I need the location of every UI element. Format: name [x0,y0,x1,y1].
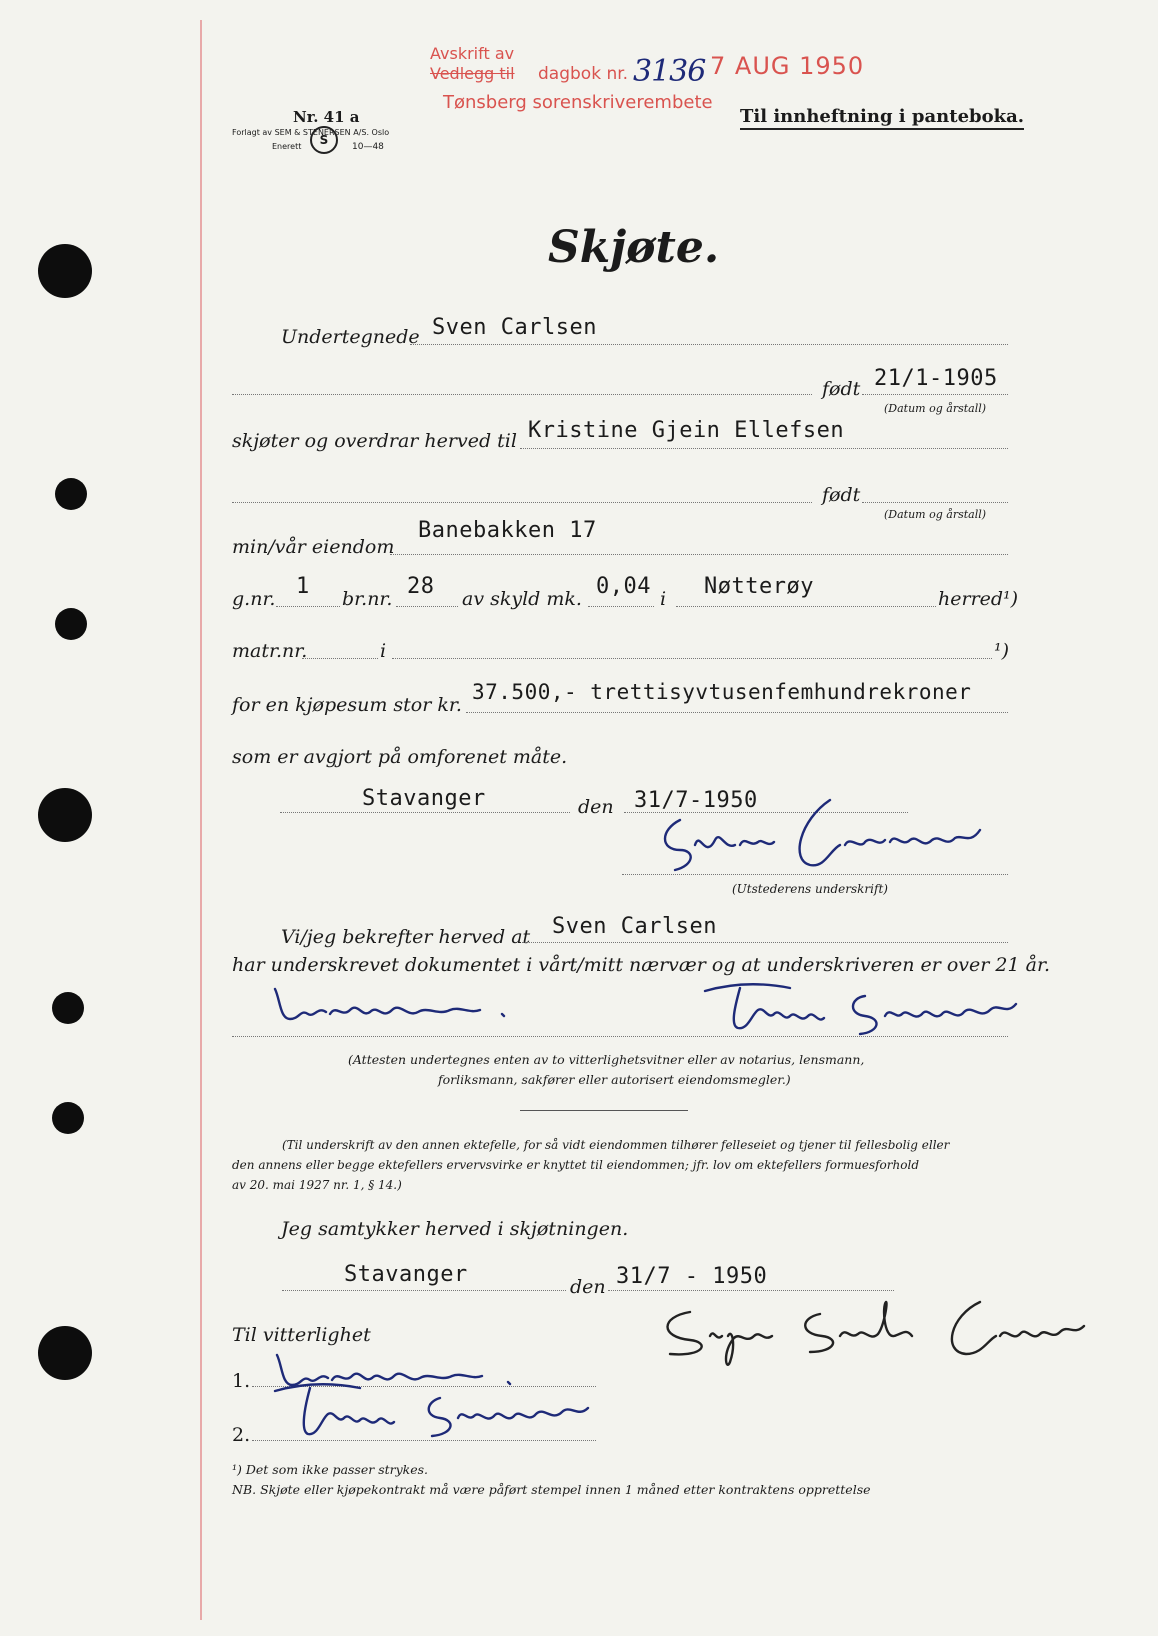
dotted-line [522,942,1008,943]
dotted-line [520,448,1008,449]
place-2: Stavanger [344,1262,468,1287]
brnr-value: 28 [407,574,435,599]
property-address: Banebakken 17 [418,518,597,543]
stamp-dagbok-number: 3136 [633,54,706,89]
fodt-label: født [822,378,861,400]
publisher-logo-icon: S [310,126,338,154]
stamp-date: 7 AUG 1950 [710,52,865,80]
dotted-line [410,344,1008,345]
municipality: Nøtterøy [704,574,814,599]
transfer-label: skjøter og overdrar herved til [232,430,517,452]
i-label: i [660,588,667,610]
page-title: Skjøte. [548,222,720,273]
den-label-2: den [570,1276,606,1298]
attest-line-2: forliksmann, sakfører eller autorisert eiendomsmegler.) [438,1072,791,1087]
datum-hint: (Datum og årstall) [884,508,987,521]
buyer-name: Kristine Gjein Ellefsen [528,418,845,443]
punch-hole [52,992,84,1024]
confirm-text: har underskrevet dokumentet i vårt/mitt nærvær og at underskriveren er over 21 år. [232,954,1050,976]
witness-2-number: 2. [232,1424,251,1446]
attest-line-1: (Attesten undertegnes enten av to vitterlighetsvitner eller av notarius, lensmann, [348,1052,865,1067]
datum-hint: (Datum og årstall) [884,402,987,415]
price-label: for en kjøpesum stor kr. [232,694,462,716]
spouse-note-line-2: den annens eller begge ektefellers ervervsvirke er knyttet til eiendommen; jfr. lov om ektefellers formuesforhold [232,1158,919,1172]
matrnr-label: matr.nr. [232,640,308,662]
publisher-enerett: Enerett [272,142,302,151]
form-number: Nr. 41 a [293,108,360,126]
consent-text: Jeg samtykker herved i skjøtningen. [281,1218,629,1240]
stamp-struck-text: Vedlegg til [430,64,515,83]
dotted-line [396,606,458,607]
undertegnede-label: Undertegnede [281,326,420,348]
stamp-avskrift: Avskrift av [430,44,515,63]
issuer-hint: (Utstederens underskrift) [732,882,888,896]
dotted-line [232,394,812,395]
brnr-label: br.nr. [342,588,393,610]
fodt2-label: født [822,484,861,506]
confirm-label: Vi/jeg bekrefter herved at [281,926,531,948]
dotted-line [676,606,936,607]
punch-hole [52,1102,84,1134]
seller-born: 21/1-1905 [874,366,998,391]
witness-2-signature [270,1376,630,1446]
publisher-line: Forlagt av SEM & STENERSEN A/S. Oslo [232,128,390,137]
matr-end: ¹) [994,640,1010,662]
dotted-line [302,658,378,659]
witness-signature-1 [270,974,520,1034]
dotted-line [282,1290,566,1291]
publisher-date: 10—48 [352,142,384,152]
witness-1-number: 1. [232,1370,251,1392]
margin-line [200,20,202,1620]
witness-label: Til vitterlighet [232,1324,371,1346]
dotted-line [280,812,570,813]
spouse-signature [650,1292,1090,1382]
divider [520,1110,688,1111]
punch-hole [55,608,87,640]
herred-label: herred¹) [938,588,1019,610]
punch-hole [38,788,92,842]
footnote-1: ¹) Det som ikke passer strykes. [232,1462,429,1477]
footnote-2: NB. Skjøte eller kjøpekontrakt må være påført stempel innen 1 måned etter kontraktens opprettelse [232,1482,871,1497]
dotted-line [608,1290,894,1291]
eiendom-label: min/vår eiendom [232,536,395,558]
dotted-line [622,874,1008,875]
dotted-line [862,394,1008,395]
place-1: Stavanger [362,786,486,811]
issuer-signature [650,790,1010,880]
dotted-line [588,606,654,607]
dotted-line [276,606,340,607]
confirmed-name: Sven Carlsen [552,914,717,939]
dotted-line [232,1036,1008,1037]
skyld-label: av skyld mk. [462,588,582,610]
punch-hole [38,1326,92,1380]
dotted-line [466,712,1008,713]
punch-hole [55,478,87,510]
dotted-line [392,658,992,659]
spouse-note-line-3: av 20. mai 1927 nr. 1, § 14.) [232,1178,402,1192]
header-right: Til innheftning i panteboka. [740,106,1024,130]
price-value: 37.500,- trettisyvtusenfemhundrekroner [472,680,972,704]
spouse-note-line-1: (Til underskrift av den annen ektefelle, for så vidt eiendommen tilhører felleseiet og tjener til fellesbolig eller [282,1138,950,1152]
skyld-value: 0,04 [596,574,651,599]
stamp-office: Tønsberg sorenskriverembete [443,92,713,113]
gnr-label: g.nr. [232,588,276,610]
gnr-value: 1 [296,574,310,599]
date-2: 31/7 - 1950 [616,1264,768,1289]
dotted-line [390,554,1008,555]
stamp-dagbok-label: dagbok nr. [538,64,629,84]
matr-i-label: i [380,640,387,662]
punch-hole [38,244,92,298]
dotted-line [232,502,812,503]
settled-text: som er avgjort på omforenet måte. [232,746,568,768]
date-1: 31/7-1950 [634,788,758,813]
dotted-line [862,502,1008,503]
seller-name: Sven Carlsen [432,315,597,340]
dotted-line [252,1440,596,1441]
den-label-1: den [578,796,614,818]
